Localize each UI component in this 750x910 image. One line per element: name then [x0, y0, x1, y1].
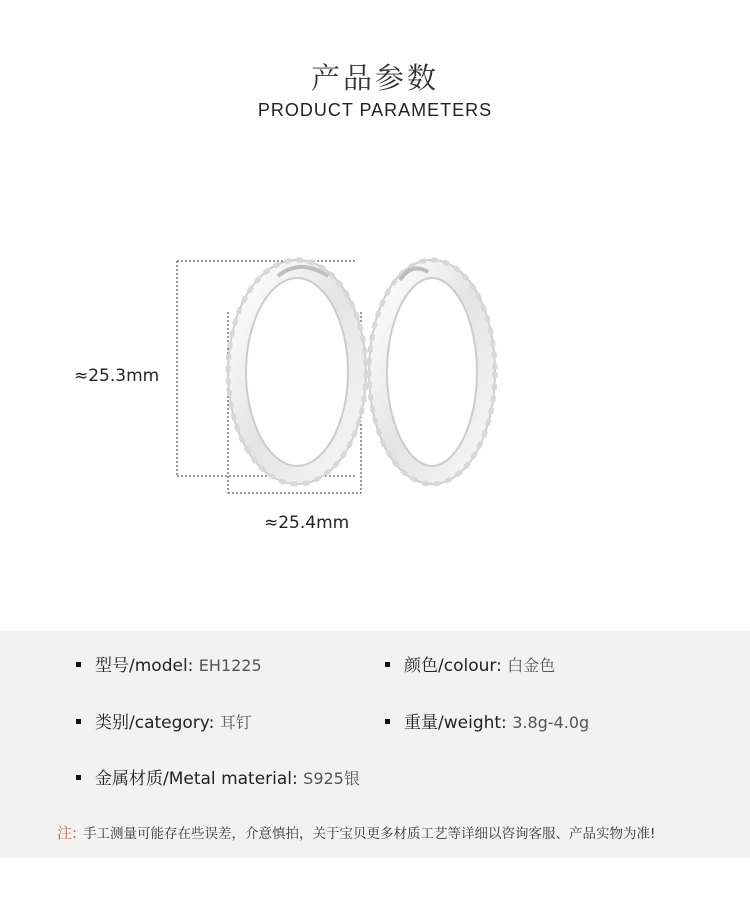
param-model-label: 型号/model: — [95, 656, 194, 676]
earring-dimension-figure — [60, 250, 520, 550]
note-text: 手工测量可能存在些误差，介意慎拍，关于宝贝更多材质工艺等详细以咨询客服、产品实物为准! — [83, 826, 656, 842]
param-material-label: 金属材质/Metal material: — [95, 769, 298, 789]
param-colour-label: 颜色/colour: — [404, 656, 502, 676]
bullet-icon — [76, 662, 81, 667]
width-dimension-label: ≈25.4mm — [264, 513, 350, 533]
param-material-value: S925银 — [303, 769, 360, 788]
param-material — [76, 764, 360, 789]
param-colour — [385, 651, 555, 676]
param-category-label: 类别/category: — [95, 713, 215, 733]
param-weight-label: 重量/weight: — [404, 713, 507, 733]
note-label: 注: — [57, 824, 78, 842]
bullet-icon — [385, 662, 390, 667]
param-category — [76, 708, 252, 733]
height-dimension-label: ≈25.3mm — [74, 366, 160, 386]
param-colour-value: 白金色 — [507, 656, 556, 675]
parameters-panel — [0, 631, 750, 858]
param-model — [76, 651, 262, 676]
param-weight — [385, 708, 589, 733]
right-hoop-earring — [369, 260, 495, 484]
bullet-icon — [76, 775, 81, 780]
left-hoop-earring — [228, 260, 366, 484]
page-title-cn: 产品参数 — [310, 61, 439, 95]
param-weight-value: 3.8g-4.0g — [512, 713, 590, 732]
param-category-value: 耳钉 — [219, 713, 252, 732]
bullet-icon — [385, 719, 390, 724]
param-model-value: EH1225 — [198, 656, 262, 675]
bullet-icon — [76, 719, 81, 724]
page-title-en: PRODUCT PARAMETERS — [257, 100, 493, 120]
disclaimer-note — [57, 822, 655, 843]
